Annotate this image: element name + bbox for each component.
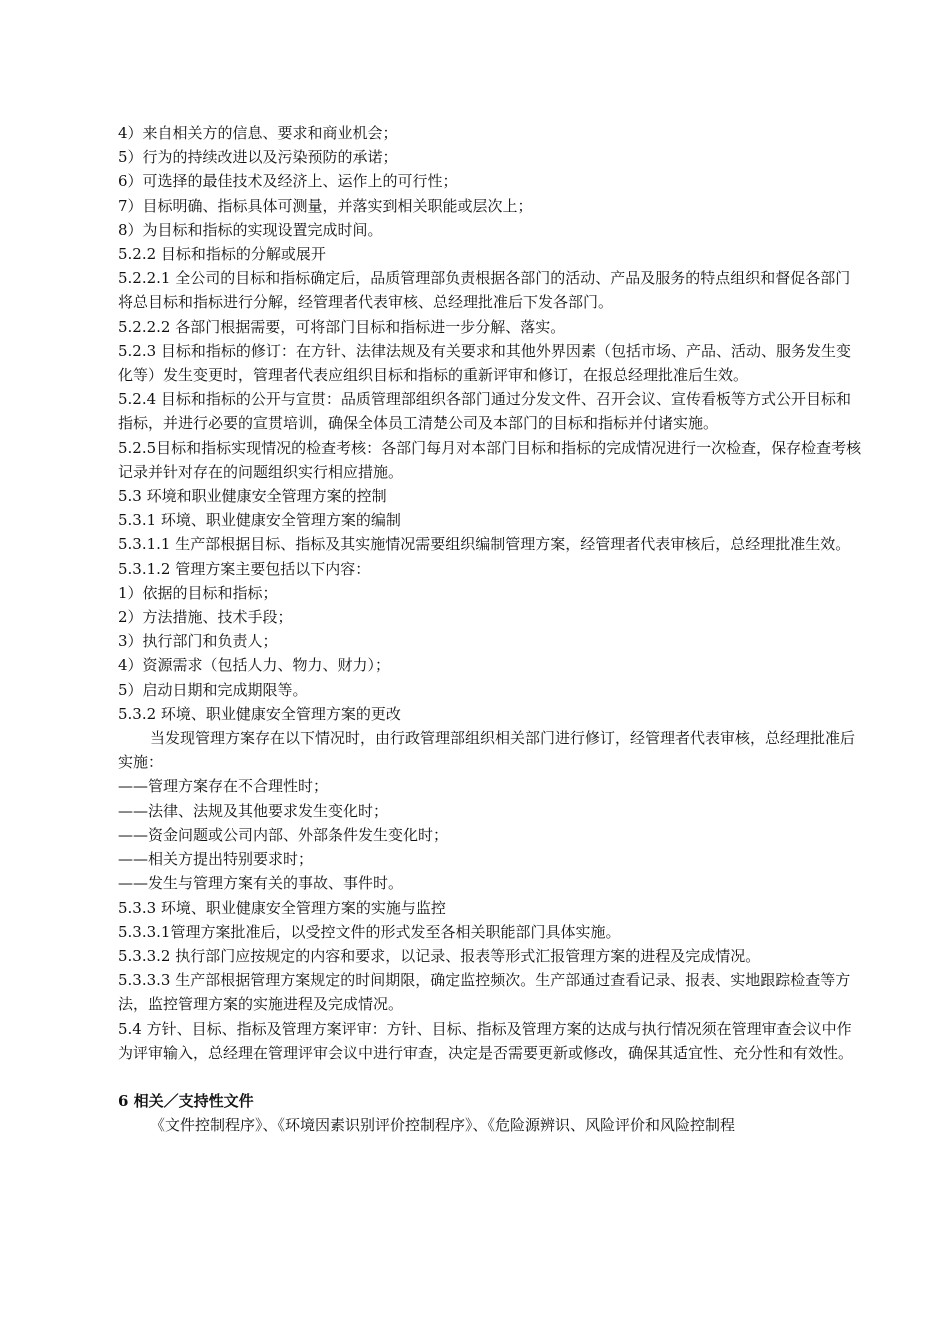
section-heading-5-3-3: 5.3.3 环境、职业健康安全管理方案的实施与监控	[118, 898, 446, 917]
list-item: 7）目标明确、指标具体可测量，并落实到相关职能或层次上；	[118, 196, 533, 215]
paragraph-5-3-3-1: 5.3.3.1管理方案批准后，以受控文件的形式发至各相关职能部门具体实施。	[118, 922, 621, 941]
list-item: ——法律、法规及其他要求发生变化时；	[118, 801, 389, 820]
list-item: 4）资源需求（包括人力、物力、财力）；	[118, 656, 391, 675]
paragraph-5-4: 5.4 方针、目标、指标及管理方案评审：方针、目标、指标及管理方案的达成与执行情况须在管理审查会议中作为评审输入，总经理在管理评审会议中进行审查，决定是否需要更新或修改，确保其适宜性、充分性和有效性。	[118, 1019, 854, 1062]
section-heading-5-3-1: 5.3.1 环境、职业健康安全管理方案的编制	[118, 511, 401, 530]
list-item: 3）执行部门和负责人；	[118, 632, 278, 651]
list-item: 5）启动日期和完成期限等。	[118, 680, 308, 699]
paragraph-6-body: 《文件控制程序》、《环境因素识别评价控制程序》、《危险源辨识、风险评价和风险控制程	[150, 1116, 736, 1135]
paragraph-5-3-1-2: 5.3.1.2 管理方案主要包括以下内容：	[118, 559, 371, 578]
list-item: 6）可选择的最佳技术及经济上、运作上的可行性；	[118, 172, 458, 191]
list-item: ——资金问题或公司内部、外部条件发生变化时；	[118, 825, 449, 844]
paragraph-5-3-3-3: 5.3.3.3 生产部根据管理方案规定的时间期限，确定监控频次。生产部通过查看记录、报表、实地跟踪检查等方法，监控管理方案的实施进程及完成情况。	[118, 971, 851, 1014]
paragraph-5-2-5: 5.2.5目标和指标实现情况的检查考核：各部门每月对本部门目标和指标的完成情况进行一次检查，保存检查考核记录并针对存在的问题组织实行相应措施。	[118, 438, 862, 481]
paragraph-5-2-3: 5.2.3 目标和指标的修订：在方针、法律法规及有关要求和其他外界因素（包括市场、产品、活动、服务发生变化等）发生变更时，管理者代表应组织目标和指标的重新评审和修订，在报总经理批准后生效。	[118, 341, 851, 385]
paragraph-5-3-3-2: 5.3.3.2 执行部门应按规定的内容和要求，以记录、报表等形式汇报管理方案的进程及完成情况。	[118, 946, 761, 965]
paragraph-5-2-4: 5.2.4 目标和指标的公开与宣贯：品质管理部组织各部门通过分发文件、召开会议、宣传看板等方式公开目标和指标，并进行必要的宣贯培训，确保全体员工清楚公司及本部门的目标和指标并付诸实施。	[118, 390, 851, 433]
document-body	[118, 121, 864, 1137]
list-item: ——管理方案存在不合理性时；	[118, 777, 329, 796]
list-item: 4）来自相关方的信息、要求和商业机会；	[118, 124, 398, 142]
paragraph-5-3-2-body: 当发现管理方案存在以下情况时，由行政管理部组织相关部门进行修订，经管理者代表审核，总经理批准后实施：	[118, 729, 856, 772]
list-item: ——相关方提出特别要求时；	[118, 850, 314, 869]
list-item: ——发生与管理方案有关的事故、事件时。	[118, 874, 404, 893]
list-item: 5）行为的持续改进以及污染预防的承诺；	[118, 148, 398, 167]
spacer	[118, 1065, 864, 1089]
list-item: 8）为目标和指标的实现设置完成时间。	[118, 220, 383, 239]
section-heading-5-3: 5.3 环境和职业健康安全管理方案的控制	[118, 487, 387, 506]
list-item: 2）方法措施、技术手段；	[118, 608, 293, 627]
section-heading-5-2-2: 5.2.2 目标和指标的分解或展开	[118, 245, 326, 264]
section-heading-6: 6 相关／支持性文件	[118, 1091, 254, 1110]
paragraph-5-3-1-1: 5.3.1.1 生产部根据目标、指标及其实施情况需要组织编制管理方案，经管理者代表审核后，总经理批准生效。	[118, 535, 851, 554]
section-heading-5-3-2: 5.3.2 环境、职业健康安全管理方案的更改	[118, 704, 401, 723]
list-item: 1）依据的目标和指标；	[118, 583, 278, 602]
paragraph-5-2-2-2: 5.2.2.2 各部门根据需要，可将部门目标和指标进一步分解、落实。	[118, 317, 566, 336]
paragraph-5-2-2-1: 5.2.2.1 全公司的目标和指标确定后，品质管理部负责根据各部门的活动、产品及服务的特点组织和督促各部门将总目标和指标进行分解，经管理者代表审核、总经理批准后下发各部门。	[118, 269, 851, 312]
